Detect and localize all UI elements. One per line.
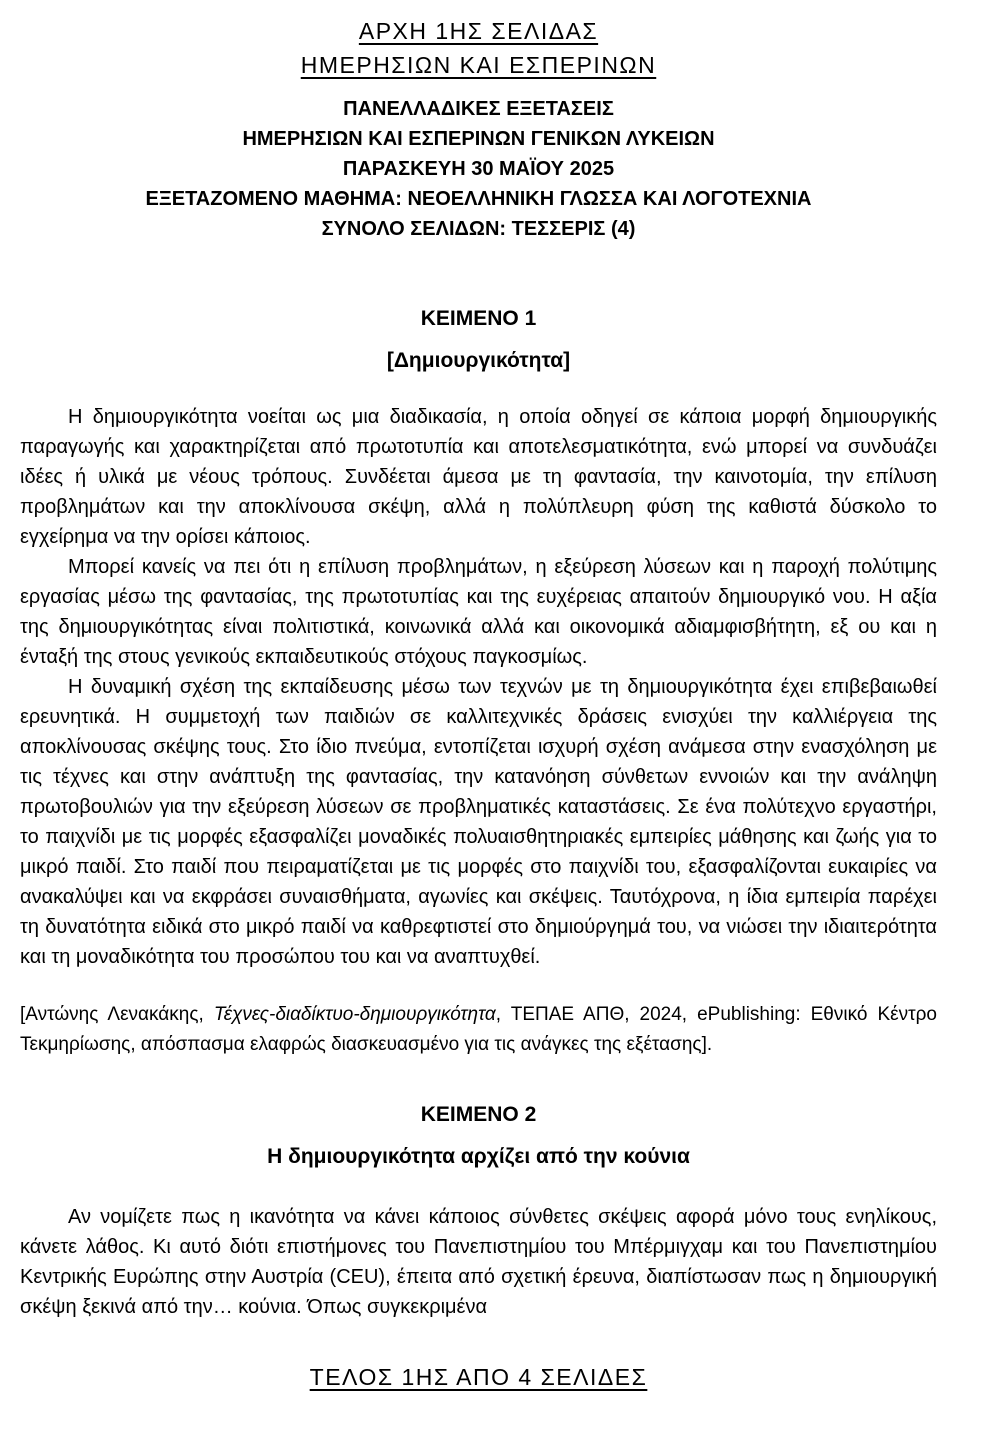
citation-prefix: [Αντώνης Λενακάκης, (20, 1004, 214, 1025)
text1-paragraph-2: Μπορεί κανείς να πει ότι η επίλυση προβλημάτων, η εξεύρεση λύσεων και η παροχή πολύτιμης εργασίας μέσω της φαντασίας, της πρωτοτυπίας και της ευχέρειας απαιτούν δημιουργικό νου. Η αξία της δημιουργικότητας είναι πολιτιστικά, κοινωνικά αλλά και οικονομικά αδιαμφισβήτητη, εξ ου και η ένταξή της στους γενικούς εκπαιδευτικούς στόχους παγκοσμίως. (20, 556, 937, 668)
page-footer (20, 1360, 937, 1394)
text1-subtitle: [Δημιουργικότητα] (386, 349, 571, 372)
exam-title-line-3: ΠΑΡΑΣΚΕΥΗ 30 ΜΑΪΟΥ 2025 (342, 158, 615, 180)
text1-paragraph-1: Η δημιουργικότητα νοείται ως μια διαδικασία, η οποία οδηγεί σε κάποια μορφή δημιουργικής παραγωγής και χαρακτηρίζεται από πρωτοτυπία και αποτελεσματικότητα, ενώ μπορεί να συνδυάζει ιδέες ή υλικά με νέους τρόπους. Συνδέεται άμεσα με τη φαντασία, την καινοτομία, την επίλυση προβλημάτων και την αποκλίνουσα σκέψη, αλλά η πολύπλευρη φύση της καθιστά δύσκολο το εγχείρημα να την ορίσει κάποιος. (20, 406, 937, 548)
exam-title-line-4: ΕΞΕΤΑΖΟΜΕΝΟ ΜΑΘΗΜΑ: ΝΕΟΕΛΛΗΝΙΚΗ ΓΛΩΣΣΑ ΚΑΙ ΛΟΓΟΤΕΧΝΙΑ (145, 188, 812, 210)
exam-title-line-1: ΠΑΝΕΛΛΑΔΙΚΕΣ ΕΞΕΤΑΣΕΙΣ (343, 98, 614, 120)
text1-citation (20, 1000, 937, 1060)
text1-paragraph-3: Η δυναμική σχέση της εκπαίδευσης μέσω των τεχνών με τη δημιουργικότητα έχει επιβεβαιωθεί ερευνητικά. Η συμμετοχή των παιδιών σε καλλιτεχνικές δράσεις ενισχύει την καλλιέργεια της αποκλίνουσας σκέψης τους. Στο ίδιο πνεύμα, εντοπίζεται ισχυρή σχέση ανάμεσα στην ενασχόληση με τις τέχνες και στην ανάπτυξη της φαντασίας, την κατανόηση σύνθετων εννοιών και την ανάληψη πρωτοβουλιών για την εξεύρεση λύσεων σε προβληματικές καταστάσεις. Σε ένα πολύτεχνο εργαστήρι, το παιχνίδι με τις μορφές εξασφαλίζει μοναδικές πολυαισθητηριακές εμπειρίες μάθησης και ζωής για το μικρό παιδί. Στο παιδί που πειραματίζεται με τις μορφές στο παιχνίδι του, εξασφαλίζονται ευκαιρίες να ανακαλύψει και να εκφράσει συναισθήματα, αγωνίες και σκέψεις. Ταυτόχρονα, η ίδια εμπειρία παρέχει τη δυνατότητα ειδικά στο μικρό παιδί να καθρεφτιστεί στο δημιούργημά του, να νιώσει την ιδιαιτερότητα και τη μοναδικότητα του προσώπου του και να αναπτυχθεί. (20, 676, 937, 968)
page-header-line-2 (20, 48, 937, 82)
citation-suffix: , ΤΕΠΑΕ ΑΠΘ, 2024, ePublishing: Εθνικό Κέντρο Τεκμηρίωσης, απόσπασμα ελαφρώς διασκευασμένο για τις ανάγκες της εξέτασης]. (20, 1004, 937, 1055)
text2-heading: ΚΕΙΜΕΝΟ 2 (420, 1103, 537, 1126)
text1-heading: ΚΕΙΜΕΝΟ 1 (420, 307, 537, 330)
page-header-line-2-text: ΗΜΕΡΗΣΙΩΝ ΚΑΙ ΕΣΠΕΡΙΝΩΝ (300, 52, 657, 78)
text2-paragraph-1: Αν νομίζετε πως η ικανότητα να κάνει κάποιος σύνθετες σκέψεις αφορά μόνο τους ενηλίκους, κάνετε λάθος. Κι αυτό διότι επιστήμονες του Πανεπιστημίου του Μπέρμιγχαμ και του Πανεπιστημίου Κεντρικής Ευρώπης στην Αυστρία (CEU), έπειτα από σχετική έρευνα, διαπίστωσαν πως η δημιουργική σκέψη ξεκινά από την… κούνια. Όπως συγκεκριμένα (20, 1206, 937, 1318)
citation-work-title: Τέχνες-διαδίκτυο-δημιουργικότητα (213, 1004, 496, 1025)
exam-title-line-5: ΣΥΝΟΛΟ ΣΕΛΙΔΩΝ: ΤΕΣΣΕΡΙΣ (4) (321, 218, 636, 240)
page-footer-text: ΤΕΛΟΣ 1ΗΣ ΑΠΟ 4 ΣΕΛΙΔΕΣ (309, 1364, 648, 1390)
page-header-line-1-text: ΑΡΧΗ 1ΗΣ ΣΕΛΙΔΑΣ (358, 18, 599, 44)
text2-body (20, 1202, 937, 1322)
page-header (20, 14, 937, 82)
exam-title-line-2: ΗΜΕΡΗΣΙΩΝ ΚΑΙ ΕΣΠΕΡΙΝΩΝ ΓΕΝΙΚΩΝ ΛΥΚΕΙΩΝ (242, 128, 715, 150)
text1-body (20, 402, 937, 972)
exam-title-block (20, 94, 937, 244)
page-header-line-1 (20, 14, 937, 48)
text2-subtitle: Η δημιουργικότητα αρχίζει από την κούνια (267, 1145, 690, 1168)
